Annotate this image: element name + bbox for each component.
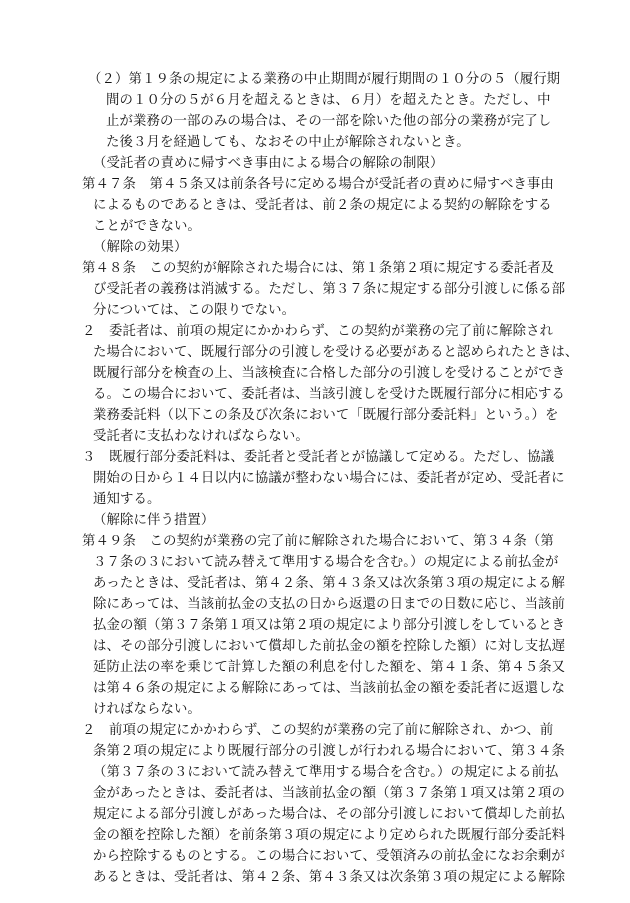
text-line: 条第２項の規定により既履行部分の引渡しが行われる場合において、第３４条 bbox=[93, 744, 565, 759]
section-heading: （受託者の責めに帰すべき事由による場合の解除の制限） bbox=[93, 156, 444, 171]
section-heading: （解除の効果） bbox=[93, 240, 188, 255]
text-line: た後３月を経過しても、なおその中止が解除されないとき。 bbox=[106, 135, 470, 150]
text-line: から控除するものとする。この場合において、受領済みの前払金になお余剰が bbox=[93, 849, 565, 864]
text-line: 開始の日から１４日以内に協議が整わない場合には、委託者が定め、受託者に bbox=[93, 471, 565, 486]
text-line: た場合において、既履行部分の引渡しを受ける必要があると認められたときは、 bbox=[93, 345, 579, 360]
text-line: （２）第１９条の規定による業務の中止期間が履行期間の１０分の５（履行期 bbox=[88, 72, 561, 87]
text-line: 分については、この限りでない。 bbox=[93, 303, 296, 318]
text-line: 通知する。 bbox=[93, 492, 161, 507]
text-line: ことができない。 bbox=[93, 219, 201, 234]
text-line: 止が業務の一部のみの場合は、その一部を除いた他の部分の業務が完了し bbox=[106, 114, 552, 129]
text-line: 金があったときは、委託者は、当該前払金の額（第３７条第１項又は第２項の bbox=[93, 786, 566, 801]
text-line: び受託者の義務は消滅する。ただし、第３７条に規定する部分引渡しに係る部 bbox=[93, 282, 566, 297]
text-line: （第３７条の３において読み替えて準用する場合を含む。）の規定による前払 bbox=[93, 765, 559, 780]
section-heading: （解除に伴う措置） bbox=[93, 513, 215, 528]
text-line: 払金の額（第３７条第１項又は第２項の規定により部分引渡しをしているとき bbox=[93, 618, 566, 633]
text-line: ２ 前項の規定にかかわらず、この契約が業務の完了前に解除され、かつ、前 bbox=[82, 723, 554, 738]
text-line: 受託者に支払わなければならない。 bbox=[93, 429, 309, 444]
text-line: 第４８条 この契約が解除された場合には、第１条第２項に規定する委託者及 bbox=[82, 261, 555, 276]
text-line: ３ 既履行部分委託料は、委託者と受託者とが協議して定める。ただし、協議 bbox=[82, 450, 555, 465]
text-line: る。この場合において、委託者は、当該引渡しを受けた既履行部分に相応する bbox=[93, 387, 565, 402]
text-line: は第４６条の規定による解除にあっては、当該前払金の額を委託者に返還しな bbox=[93, 681, 566, 696]
text-line: ければならない。 bbox=[93, 702, 201, 717]
text-line: 金の額を控除した額）を前条第３項の規定により定められた既履行部分委託料 bbox=[93, 828, 566, 843]
text-line: 延防止法の率を乗じて計算した額の利息を付した額を、第４１条、第４５条又 bbox=[93, 660, 566, 675]
text-line: によるものであるときは、受託者は、前２条の規定による契約の解除をする bbox=[93, 198, 552, 213]
text-line: ３７条の３において読み替えて準用する場合を含む。）の規定による前払金が bbox=[93, 555, 559, 570]
text-line: あったときは、受託者は、第４２条、第４３条又は次条第３項の規定による解 bbox=[93, 576, 566, 591]
text-line: 業務委託料（以下この条及び次条において「既履行部分委託料」という。）を bbox=[93, 408, 559, 423]
text-line: 規定による部分引渡しがあった場合は、その部分引渡しにおいて償却した前払 bbox=[93, 807, 566, 822]
text-line: ２ 委託者は、前項の規定にかかわらず、この契約が業務の完了前に解除され bbox=[82, 324, 554, 339]
text-line: 除にあっては、当該前払金の支払の日から返還の日までの日数に応じ、当該前 bbox=[93, 597, 566, 612]
text-line: 間の１０分の５が６月を超えるときは、６月）を超えたとき。ただし、中 bbox=[106, 93, 551, 108]
text-line: あるときは、受託者は、第４２条、第４３条又は次条第３項の規定による解除 bbox=[93, 870, 566, 885]
text-line: 第４９条 この契約が業務の完了前に解除された場合において、第３４条（第 bbox=[82, 534, 554, 549]
text-line: 第４７条 第４５条又は前条各号に定める場合が受託者の責めに帰すべき事由 bbox=[82, 177, 554, 192]
text-line: 既履行部分を検査の上、当該検査に合格した部分の引渡しを受けることができ bbox=[93, 366, 566, 381]
text-line: は、その部分引渡しにおいて償却した前払金の額を控除した額）に対し支払遅 bbox=[93, 639, 566, 654]
